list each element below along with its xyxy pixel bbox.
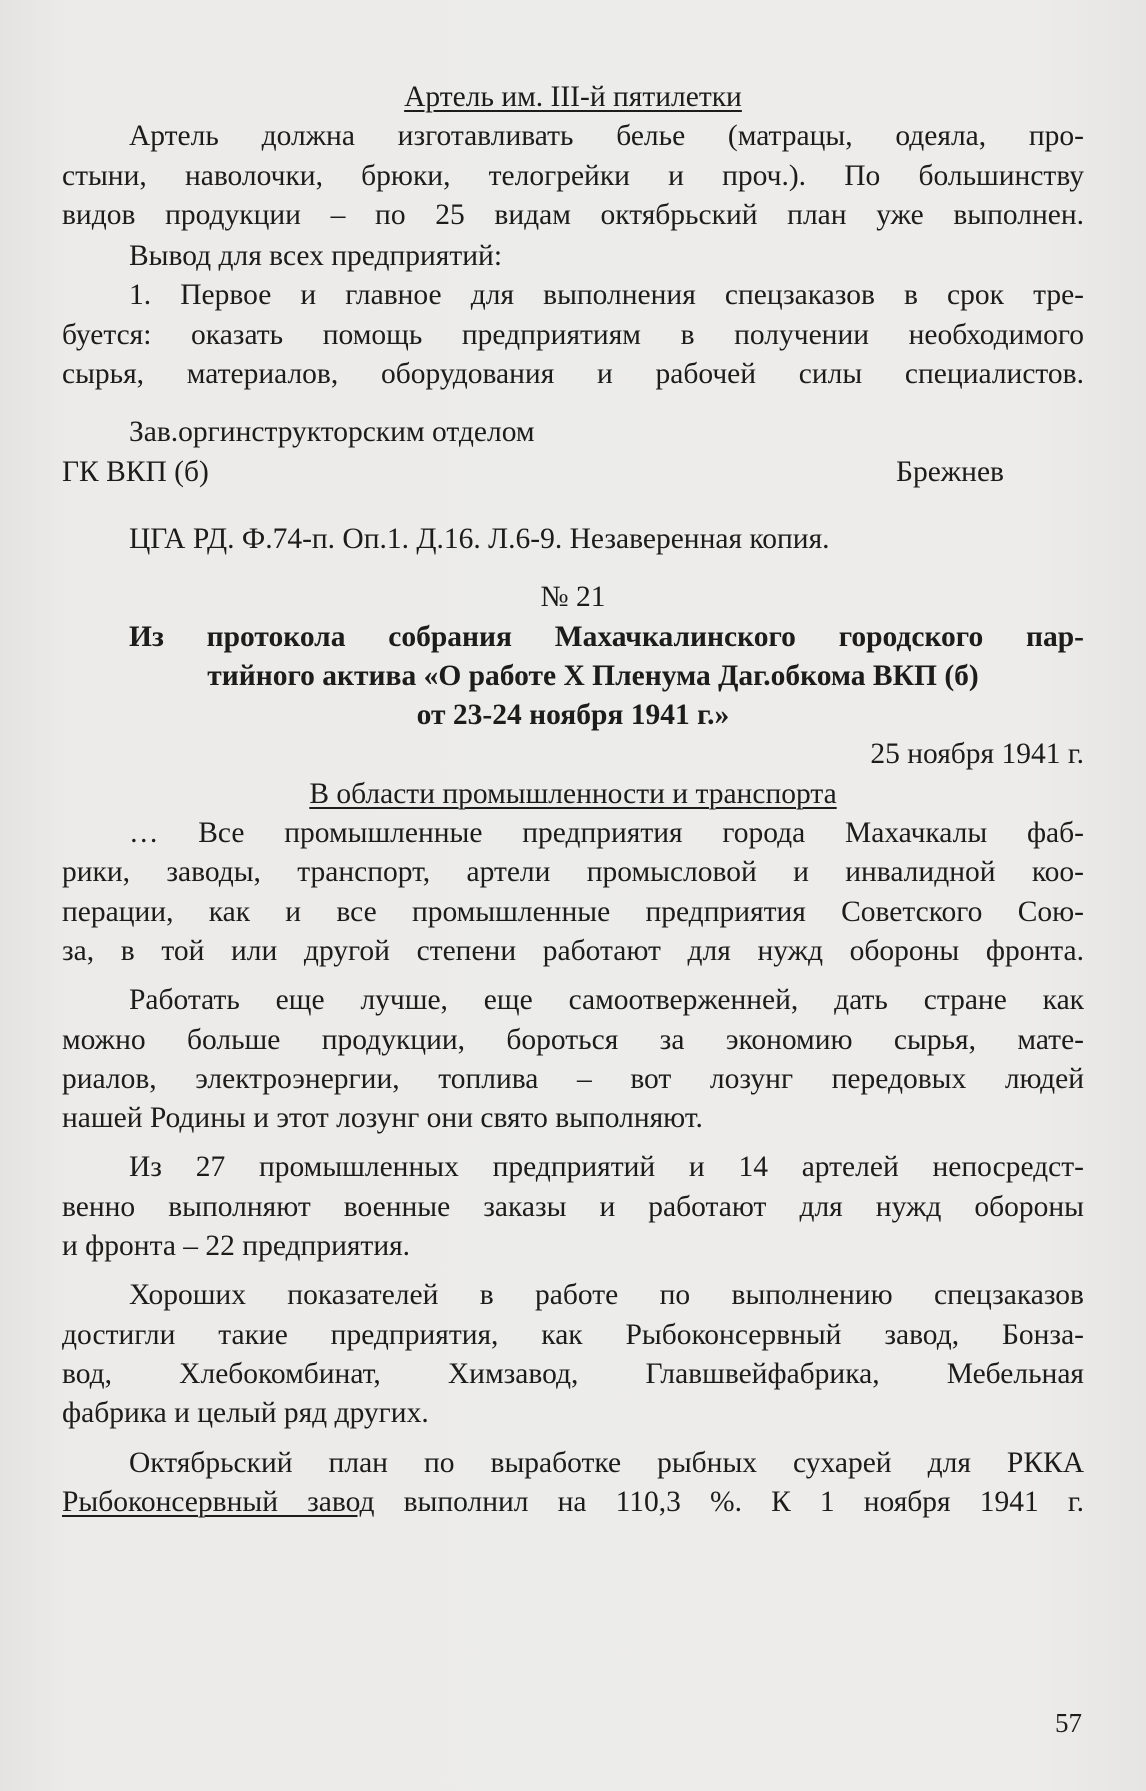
- paragraph-line: риалов, электроэнергии, топлива – вот лозунг передовых людей: [62, 1062, 1084, 1095]
- paragraph-line: достигли такие предприятия, как Рыбоконсервный завод, Бонза-: [62, 1318, 1084, 1351]
- document-date: 25 ноября 1941 г.: [870, 738, 1084, 771]
- conclusion-line: буется: оказать помощь предприятиям в получении необходимого: [62, 318, 1084, 351]
- paragraph-line: Хороших показателей в работе по выполнению спецзаказов: [129, 1279, 1084, 1312]
- paragraph-line: рики, заводы, транспорт, артели промысловой и инвалидной коо-: [62, 856, 1084, 889]
- paragraph-line: Рыбоконсервный завод выполнил на 110,3 %. К 1 ноября 1941 г.: [62, 1485, 1084, 1518]
- paragraph-line: перации, как и все промышленные предприятия Советского Сою-: [62, 895, 1084, 928]
- paragraph-line: Работать еще лучше, еще самоотверженней, дать стране как: [129, 984, 1084, 1017]
- paragraph-line: можно больше продукции, бороться за экономию сырья, мате-: [62, 1023, 1084, 1056]
- paragraph-line: Из 27 промышленных предприятий и 14 артелей непосредст-: [129, 1151, 1084, 1184]
- paragraph-line: и фронта – 22 предприятия.: [62, 1230, 411, 1263]
- conclusion-line: 1. Первое и главное для выполнения спецзаказов в срок тре-: [129, 279, 1084, 312]
- paragraph-line: фабрика и целый ряд других.: [62, 1397, 429, 1430]
- artel-heading: Артель им. III-й пятилетки: [404, 81, 742, 113]
- signature-org: ГК ВКП (б): [62, 455, 209, 488]
- artel-line: Артель должна изготавливать белье (матрацы, одеяла, про-: [129, 120, 1084, 153]
- paragraph-line: Октябрьский план по выработке рыбных сухарей для РККА: [129, 1446, 1084, 1479]
- paragraph-line: … Все промышленные предприятия города Махачкалы фаб-: [129, 817, 1084, 850]
- document-title-line: от 23-24 ноября 1941 г.»: [416, 699, 730, 732]
- artel-line: стыни, наволочки, брюки, телогрейки и проч.). По большинству: [62, 159, 1084, 192]
- page-number: 57: [1055, 1708, 1082, 1738]
- document-number: № 21: [540, 581, 606, 614]
- paragraph-line: нашей Родины и этот лозунг они свято выполняют.: [62, 1102, 703, 1135]
- underlined-enterprise: Рыбоконсервный завод: [62, 1485, 375, 1518]
- paragraph-line: венно выполняют военные заказы и работают для нужд обороны: [62, 1190, 1084, 1223]
- document-title-line: тийного актива «О работе Х Пленума Даг.обкома ВКП (б): [207, 659, 979, 692]
- conclusion-line: сырья, материалов, оборудования и рабочей силы специалистов.: [62, 358, 1084, 391]
- archive-reference: ЦГА РД. Ф.74-п. Оп.1. Д.16. Л.6-9. Незаверенная копия.: [129, 522, 830, 555]
- paragraph-line: за, в той или другой степени работают для нужд обороны фронта.: [62, 934, 1084, 967]
- signature-name: Брежнев: [896, 455, 1004, 488]
- signature-position: Зав.оргинструкторским отделом: [129, 416, 535, 449]
- paragraph-line: вод, Хлебокомбинат, Химзавод, Главшвейфабрика, Мебельная: [62, 1357, 1084, 1390]
- section-heading: В области промышленности и транспорта: [309, 777, 837, 810]
- conclusion-title: Вывод для всех предприятий:: [129, 240, 503, 273]
- artel-line: видов продукции – по 25 видам октябрьский план уже выполнен.: [62, 198, 1084, 231]
- document-title-line: Из протокола собрания Махачкалинского городского пар-: [129, 620, 1084, 653]
- signature-row: [62, 453, 1084, 492]
- page-text: [62, 78, 1084, 1522]
